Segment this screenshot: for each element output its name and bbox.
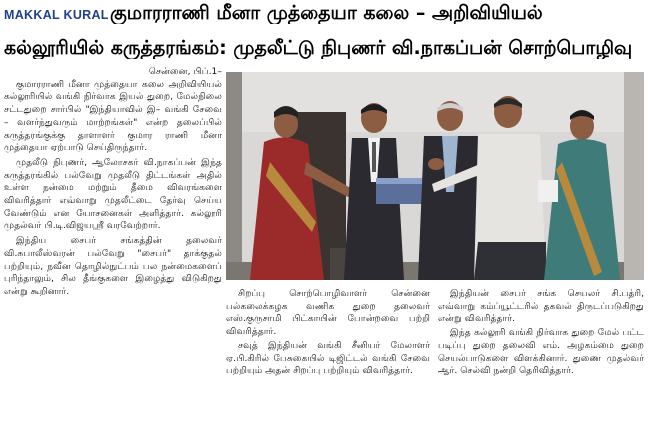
publication-name: MAKKAL KURAL [4,8,109,22]
article-column-right [438,288,644,422]
person-3-hands [428,158,444,170]
person-2-tie [372,142,376,172]
photo-curtain [226,72,242,280]
gift-box-top [376,178,424,184]
paragraph: குமாரராணி மீனா முத்தையா கலை அறிவியியல் கல்லூரியில் வங்கி நிர்வாக இயல் துறை, மேல்நிலை சட்டதுறை சார்பில் "இந்தியாவில் இ– வங்கி சேவை – வளர்ந்துவரும் மாற்றங்கள்" என்ற தலைப்பில் கருத்தரங்குக்கு தாளாளர் குமார ராணி மீனா முத்தையா ஏற்பாடு செய்திருந்தார். [4,78,222,154]
article-column-left [4,66,222,420]
person-5-bouquet [538,180,558,202]
gift-package [376,178,424,204]
dateline: சென்னை, பிப்.1– [148,66,222,77]
paragraph: இந்தியன் சைபர் சங்க செயலர் சி.பத்ரி, எவ்வாறு கம்ப்யூட்டரில் தகவல் திருடப்படுகிறது என்று விவரித்தார். [438,288,644,325]
photo-backdrop-right [624,72,644,280]
paragraph: சவுத் இந்தியன் வங்கி சீனியர் மேலாளர் ஏ.பி.கிரில் பேசுகையில் டிஜிட்டல் வங்கி சேவை பற்றியும் அதன் சிறப்பு பற்றியும் விவரித்தார். [226,339,430,377]
paragraph: இந்த கல்லூரி வங்கி நிர்வாக துறை மேல் பட்ட படிப்பு துறை தலைவி எம். அழகம்மை துறை செயல்பாடுகளை விளக்கினார். துணை முதல்வர் ஆர். செல்வி நன்றி தெரிவித்தார். [438,327,644,377]
event-photo [226,72,644,280]
article-column-middle [226,288,430,422]
headline-line-2: கல்லூரியில் கருத்தரங்கம்: முதலீட்டு நிபுணர் வி.நாகப்பன் சொற்பொழிவு [4,38,633,59]
paragraph: சிறப்பு சொற்பொழிவாளர் சென்னை பல்கலைக்கழக வணிக துறை தலைவர் எஸ்.குருசாமி பிட்காயின் போன்றவை பற்றி விவரித்தார். [226,288,430,338]
paragraph: இந்திய சைபர் சங்கத்தின் தலைவர் வி.சுபாலீஸ்வரன் பல்வேறு "சைபர்" தாக்குதல் பற்றியும், நவீன தொழில்நுட்பம் பல நன்மைகளைப் புரிந்தாலும், சில தீங்குகளை இழைத்து விடுகிறது என்று கூறினார். [4,235,222,297]
paragraph: முதலீடு நிபுணர், ஆலோசகர் வி.நாகப்பன் இந்த கருத்தரங்கில் பல்வேறு முதலீடு திட்டங்கள் அதில் உள்ள நன்மை மற்றும் தீமை விவரங்களை விவரித்தார் எவ்வாறு முதலீட்டை தேர்வு செய்ய வேண்டும் என யோசனைகள் அளித்தார். கல்லூரி முதல்வர் பி.டி.விஜயஸ்ரீ வரவேற்றார். [4,156,222,232]
event-photo-illustration [226,72,644,280]
person-4-trousers [474,242,546,280]
headline-line-1: குமாரராணி மீனா முத்தையா கலை – அறிவியியல் [110,3,543,24]
